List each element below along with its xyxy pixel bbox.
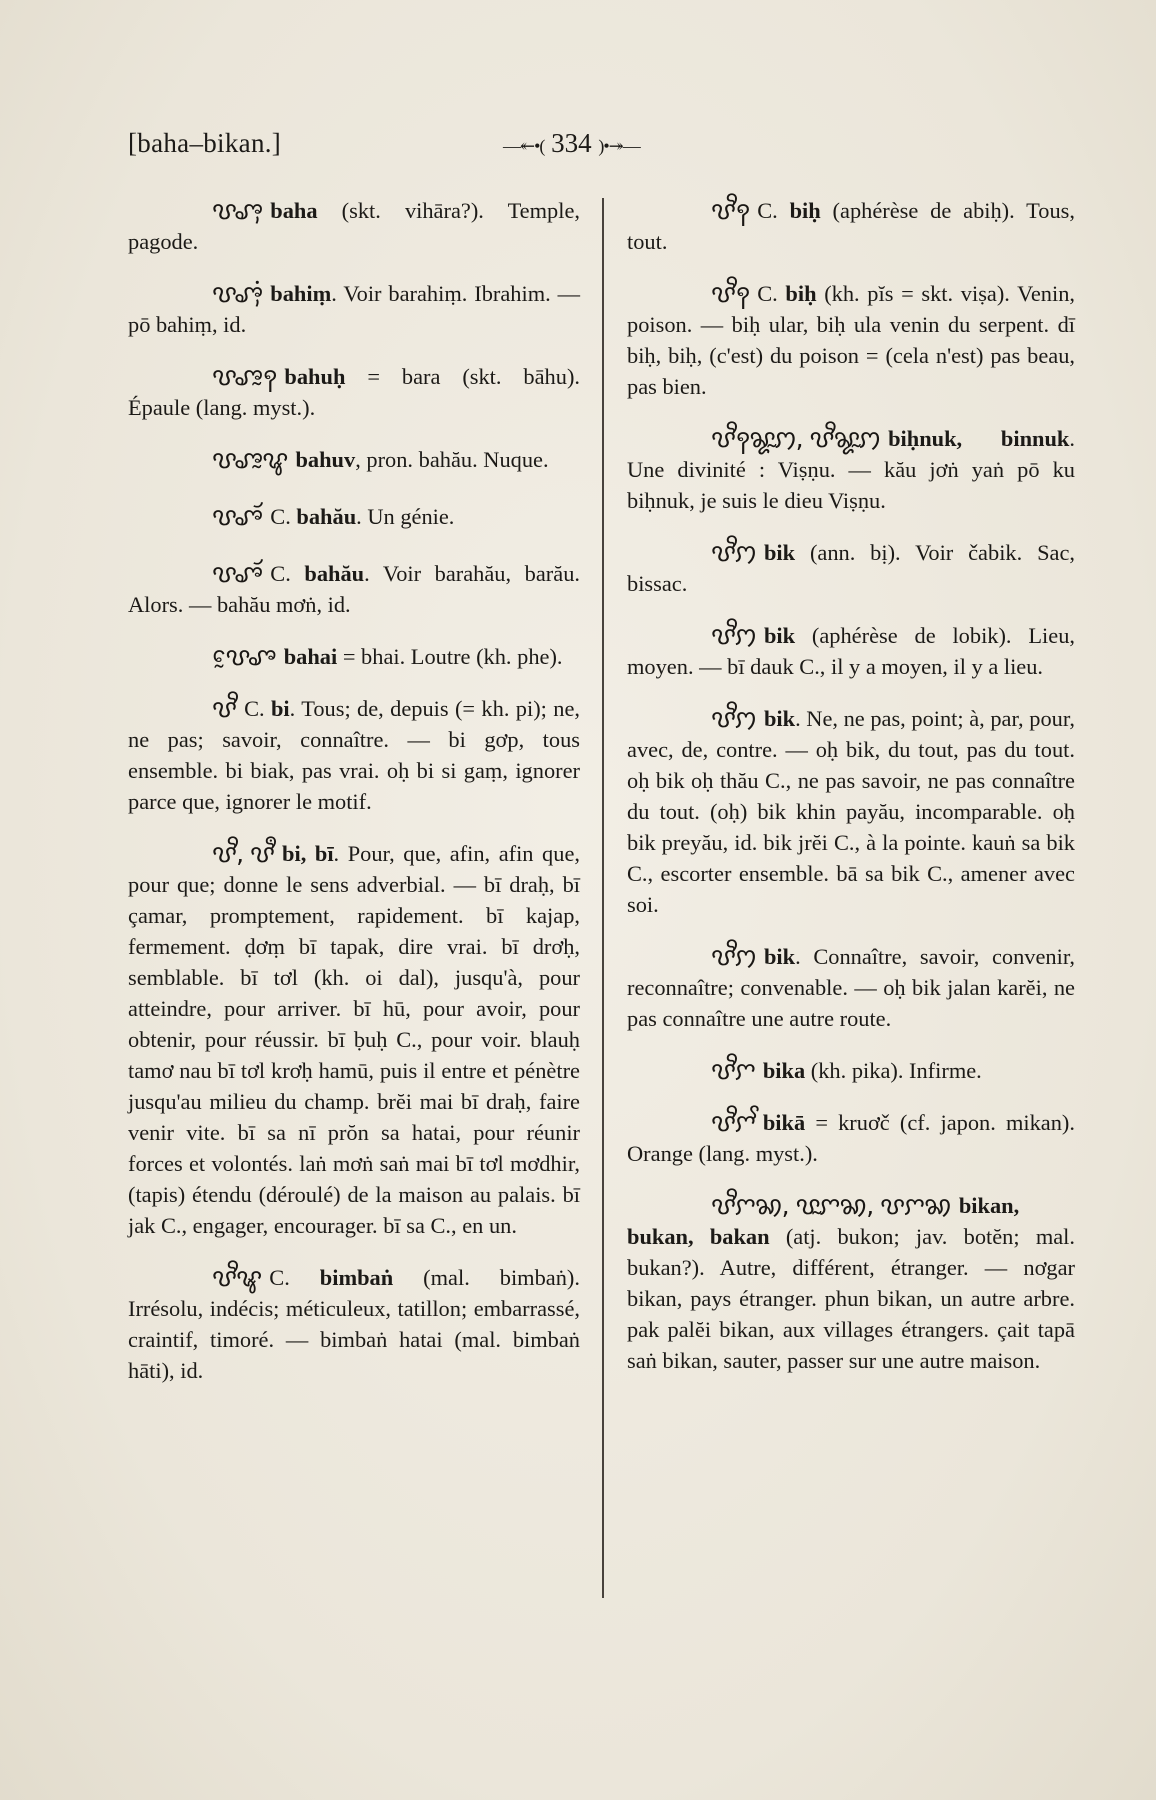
dictionary-entry [627,1107,1075,1169]
dictionary-entry [627,941,1075,1034]
dictionary-entry: ꨝꨨꨮ C. bahău. Un génie. [128,501,580,532]
definition: . Voir barahău, barău. Alors. — bahău mơṅ, id. [128,561,580,617]
definition: . Voir barahiṃ. Ibrahim. — pō bahiṃ, id. [128,281,580,337]
cham-script: ꨝꨪꩍ [711,196,750,225]
dictionary-entry [128,838,580,1241]
definition: (ann. bị). Voir čabik. Sac, bissac. [627,540,1075,596]
page-header [128,128,1026,168]
cham-script: ꨝꨪꩀ [711,704,756,733]
headword: bi [270,696,290,721]
dictionary-entry: ꨝꨪꩍ C. biḥ (kh. pĭs = skt. viṣa). Venin, poison. — biḥ ular, biḥ ula venin du serpent. dī biḥ, biḥ, (c'est) du poison = (cela n'est) pas beau, pas bien. [627,279,1075,399]
headword: biḥnuk, binnuk [888,426,1070,451]
definition: (atj. bukon; jav. botĕn; mal. bukan?). Autre, différent, étranger. — nơgar bikan, pays étranger. phun bikan, un autre arbre. pak palĕi bikan, aux villages étrangers. çait tapā saṅ bikan, sauter, passer sur une autre maison. [627,1224,1075,1373]
definition: . Un génie. [356,504,455,529]
cham-script: ꨝꨪꩀ [711,538,756,567]
dictionary-entry [627,423,1075,516]
dictionary-entry [627,537,1075,599]
cham-script: ꨝꨪꨆꩆ, ꨝꨭꨆꩆ, ꨝꨆꩆ [711,1191,951,1220]
cham-script: ꨝꨨꨭꨥ [212,445,288,474]
dictionary-entry [627,1190,1075,1376]
dictionary-entry: ꨝꨨꨮ C. bahău. Voir barahău, barău. Alors. — bahău mơṅ, id. [128,559,580,617]
headword: bikā [762,1110,806,1135]
headword: bika [762,1058,806,1083]
definition: (mal. bimbaṅ). Irrésolu, indécis; méticuleux, tatillon; embarrassé, craintif, timoré. — bimbaṅ hatai (mal. bimbaṅ hāti), id. [128,1265,580,1383]
definition: (skt. vihāra?). Temple, pagode. [128,198,580,254]
definition: = kruơč (cf. japon. mikan). Orange (lang. myst.). [627,1110,1075,1166]
headword: bimbaṅ [319,1265,394,1290]
headword: biḥ [789,198,821,223]
headword: bi, bī [282,841,334,866]
cham-script: ꨝꨪꨆ [711,1056,755,1085]
definition: . Pour, que, afin, afin que, pour que; donne le sens adverbial. — bī draḥ, bī çamar, promptement, rapidement. bī kajap, fermement. ḍơṃ bī tapak, dire vrai. bī drơḥ, semblable. bī tơl (kh. oi dal), jusqu'à, pour atteindre, pour arriver. bī hū, pour avoir, pour obtenir, pour réussir. bī ḅuḥ C., pour voir. blauḥ tamơ nau bī tơl krơḥ hamū, puis il entre et pénètre jusqu'au milieu du champ. brĕi mai bī draḥ, faire venir vite. bī sa nī prŏn sa hatai, pour réunir forces et volontés. laṅ mơṅ saṅ mai bī tơl mơdhir, (tapis) étendu (déroulé) de la maison au palais. bī jak C., engager, encourager. bī sa C., en un. [128,841,580,1238]
right-column [627,195,1075,1397]
headword: bahiṃ [270,281,332,306]
definition: . Une divinité : Viṣṇu. — kău jơṅ yaṅ pō ku biḥnuk, je suis le dieu Viṣṇu. [627,426,1075,513]
headword: bahău [304,561,365,586]
definition: . Ne, ne pas, point; à, par, pour, avec, de, contre. — oḥ bik, du tout, pas du tout. oḥ bik oḥ thău C., ne pas savoir, ne pas connaître du tout. (oḥ) bik khin payău, incomparable. oḥ bik preyău, id. bik jrĕi C., à la pointe. kauṅ sa bik C., escorter ensemble. bā sa bik C., amener avec soi. [627,706,1075,917]
cham-script: ꨝꨪ [212,694,237,723]
left-column [128,195,580,1407]
dictionary-entry [128,641,580,672]
dictionary-entry: ꨝꨪꩍ C. biḥ (aphérèse de abiḥ). Tous, tout. [627,196,1075,254]
cham-script: ꨝꨨꨭꩍ [212,362,277,391]
page-range: [baha–bikan.] [128,128,282,158]
dictionary-entry: ꨝꨪꨡ C. bimbaṅ (mal. bimbaṅ). Irrésolu, indécis; méticuleux, tatillon; embarrassé, craintif, timoré. — bimbaṅ hatai (mal. bimbaṅ hāti), id. [128,1263,580,1383]
dictionary-entry [128,278,580,340]
dictionary-entry [128,444,580,475]
definition: , pron. bahău. Nuque. [355,447,549,472]
dictionary-entry [627,1055,1075,1086]
cham-script: ꨝꨪꩀ [711,942,756,971]
headword: bikan, bukan, bakan [627,1193,1020,1249]
headword: baha [270,198,318,223]
headword: bik [763,623,796,648]
headword: bik [763,706,796,731]
headword: bahuv [295,447,356,472]
headword: bahău [296,504,357,529]
headword: bahai [283,644,338,669]
dictionary-entry: ꨝꨪ C. bi. Tous; de, depuis (= kh. pi); ne, ne pas; savoir, connaître. — bi gơp, tous ensemble. bi biak, pas vrai. oḥ bi si gaṃ, ignorer parce que, ignorer le motif. [128,694,580,814]
definition: (aphérèse de abiḥ). Tous, tout. [627,198,1075,254]
dictionary-entry [627,703,1075,920]
headword: bik [763,944,796,969]
definition: (kh. pĭs = skt. viṣa). Venin, poison. — biḥ ular, biḥ ula venin du serpent. dī biḥ, biḥ, (c'est) du poison = (cela n'est) pas beau, pas bien. [627,281,1075,399]
definition: . Tous; de, depuis (= kh. pi); ne, ne pas; savoir, connaître. — bi gơp, tous ensemble. bi biak, pas vrai. oḥ bi si gaṃ, ignorer parce que, ignorer le motif. [128,696,580,814]
cham-script: ꨝꨪꩍ [711,279,750,308]
cham-script: ꨝꨨꨮ [212,502,263,531]
dictionary-entry [128,361,580,423]
definition: = bhai. Loutre (kh. phe). [337,644,563,669]
cham-script: ꨝꨰꨨ [212,642,276,671]
headword: biḥ [785,281,817,306]
cham-script: ꨝꨪꨡ [212,1263,262,1292]
page-number: —↞•( 334 )•↠— [503,128,640,158]
cham-script: ꨝꨪꩀ [711,621,756,650]
cham-script: ꨝꨨꨲ [212,196,263,225]
dictionary-entry [627,620,1075,682]
definition: (kh. pika). Infirme. [805,1058,982,1083]
cham-script: ꨝꨨꨮ [212,559,263,588]
cham-script: ꨝꨪ, ꨝꨫ [212,839,275,868]
dictionary-entry [128,195,580,257]
cham-script: ꨝꨨꨲꩌ [212,279,263,308]
definition: . Connaître, savoir, convenir, reconnaître; convenable. — oḥ bik jalan karĕi, ne pas connaître une autre route. [627,944,1075,1031]
cham-script: ꨝꨪꩍꨘꨭꩀ, ꨝꨪꨘꨭꩀ [711,424,881,453]
definition: = bara (skt. bāhu). Épaule (lang. myst.). [128,364,580,420]
cham-script: ꨝꨪꨆꨩ [711,1108,755,1137]
headword: bahuḥ [284,364,346,389]
definition: (aphérèse de lobik). Lieu, moyen. — bī dauk C., il y a moyen, il y a lieu. [627,623,1075,679]
headword: bik [763,540,796,565]
column-divider [602,198,604,1598]
